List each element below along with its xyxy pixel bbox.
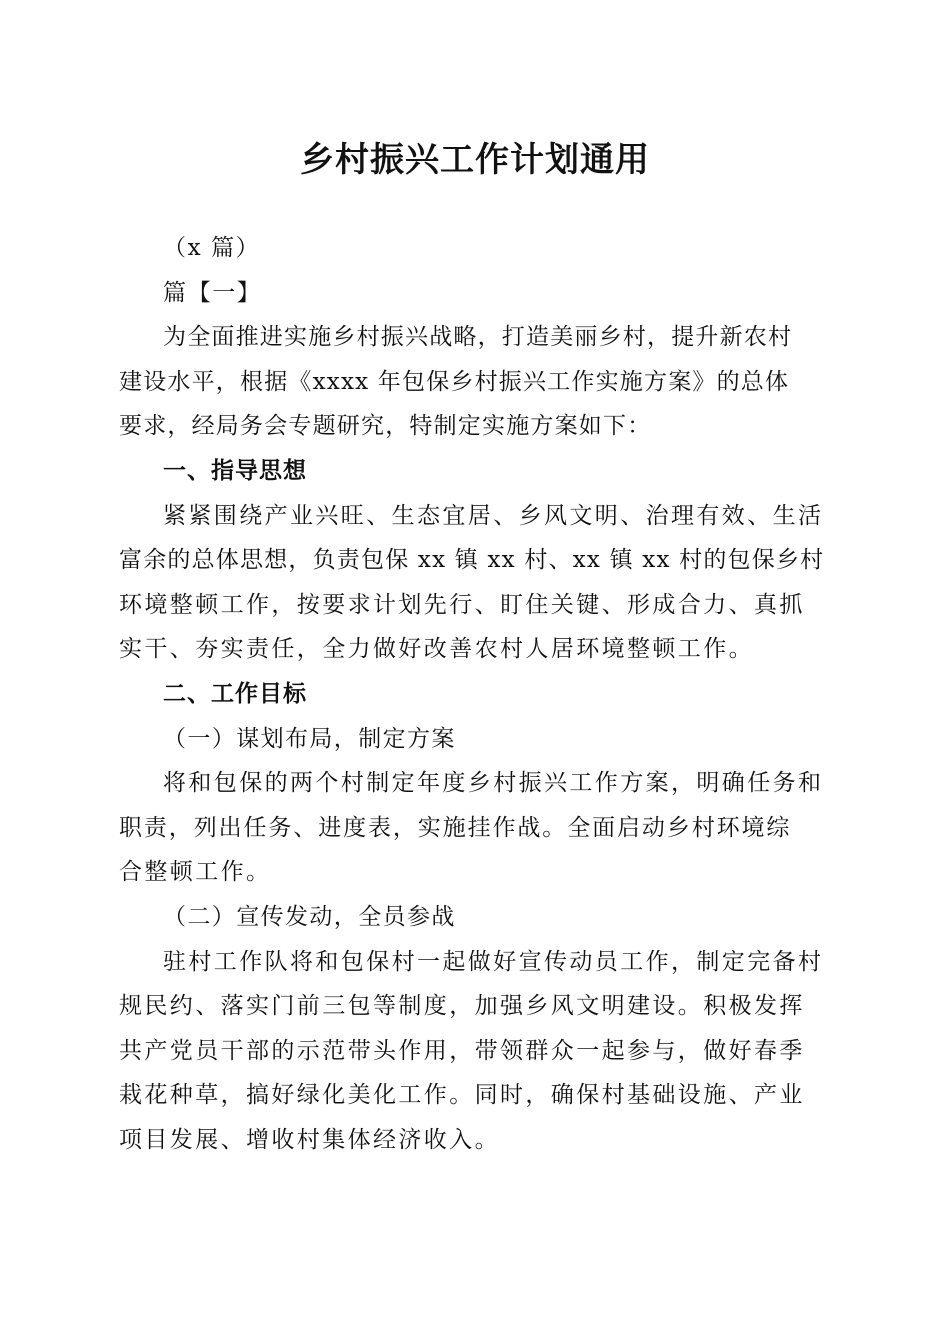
document-body [119, 226, 823, 1162]
paragraph-line: 合整顿工作。 [119, 859, 272, 886]
paragraph-line: 栽花种草，搞好绿化美化工作。同时，确保村基础设施、产业 [119, 1082, 805, 1109]
paragraph-line: 实干、夯实责任，全力做好改善农村人居环境整顿工作。 [119, 636, 754, 663]
paragraph-line: 紧紧围绕产业兴旺、生态宜居、乡风文明、治理有效、生活 [163, 502, 824, 529]
document-title: 乡村振兴工作计划通用 [300, 140, 650, 180]
intro-line: 要求，经局务会专题研究，特制定实施方案如下： [119, 413, 652, 440]
intro-line: 建设水平，根据《xxxx 年包保乡村振兴工作实施方案》的总体 [119, 368, 790, 395]
intro-line: 为全面推进实施乡村振兴战略，打造美丽乡村，提升新农村 [163, 324, 793, 351]
paragraph-line: 环境整顿工作，按要求计划先行、盯住关键、形成合力、真抓 [119, 591, 805, 618]
paragraph-line: 驻村工作队将和包保村一起做好宣传动员工作，制定完备村 [163, 948, 824, 975]
paragraph-line: 共产党员干部的示范带头作用，带领群众一起参与，做好春季 [119, 1037, 805, 1064]
paragraph-line: 职责，列出任务、进度表，实施挂作战。全面启动乡村环境综 [119, 814, 792, 841]
subsection-heading-2: （二）宣传发动，全员参战 [163, 903, 456, 930]
subsection-heading-1: （一）谋划布局，制定方案 [163, 725, 456, 752]
section-heading-2: 二、工作目标 [163, 680, 307, 707]
paragraph-line: 项目发展、增收村集体经济收入。 [119, 1126, 500, 1153]
section-heading-1: 一、指导思想 [163, 457, 307, 484]
paragraph-line: 将和包保的两个村制定年度乡村振兴工作方案，明确任务和 [163, 770, 824, 797]
paragraph-line: 规民约、落实门前三包等制度，加强乡风文明建设。积极发挥 [119, 993, 805, 1020]
part-label: 篇【一】 [163, 279, 262, 306]
paragraph-line: 富余的总体思想，负责包保 xx 镇 xx 村、xx 镇 xx 村的包保乡村 [119, 547, 825, 574]
count-note: （x 篇） [163, 235, 261, 261]
